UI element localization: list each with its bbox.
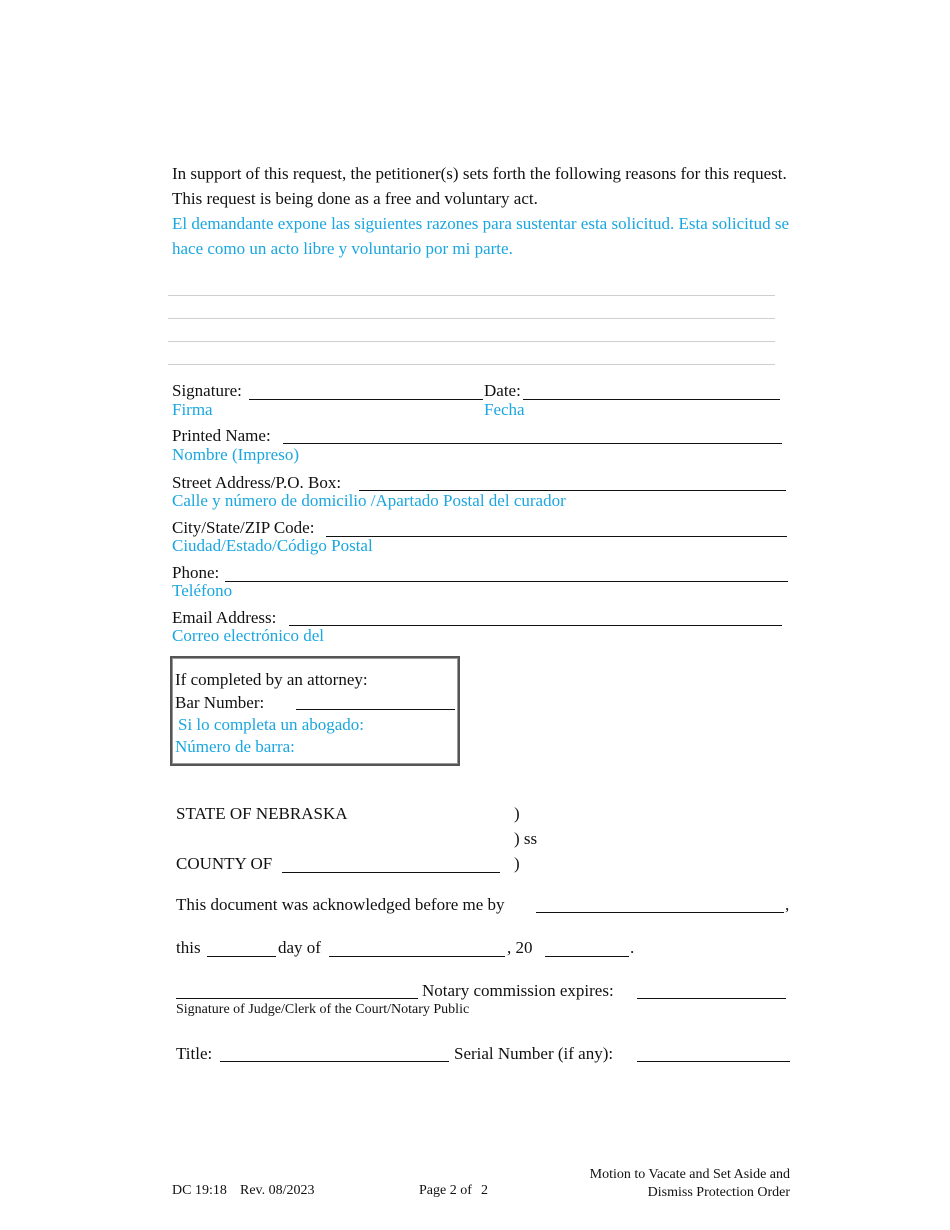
date-period: . [630, 938, 635, 957]
year-prefix: , 20 [507, 938, 533, 957]
signature-label-es: Firma [172, 400, 213, 419]
email-field[interactable] [289, 625, 782, 626]
footer-title-line-2: Dismiss Protection Order [647, 1185, 790, 1200]
commission-expires-field[interactable] [637, 998, 786, 999]
email-label-es: Correo electrónico del [172, 626, 324, 645]
date-field[interactable] [523, 399, 780, 400]
footer-title-line-1: Motion to Vacate and Set Aside and [589, 1167, 790, 1182]
notary-signature-field[interactable] [176, 998, 418, 999]
phone-label-es: Teléfono [172, 581, 233, 600]
bar-number-label-es: Número de barra: [175, 737, 295, 756]
reasons-line-1[interactable] [168, 295, 775, 296]
street-address-label-es: Calle y número de domicilio /Apartado Postal del curador [172, 491, 566, 510]
signature-field[interactable] [249, 399, 483, 400]
signature-caption: Signature of Judge/Clerk of the Court/Notary Public [176, 1002, 470, 1017]
state-of-nebraska: STATE OF NEBRASKA [176, 804, 348, 823]
paren-3: ) [514, 854, 520, 873]
bar-number-label: Bar Number: [175, 693, 265, 712]
form-id: DC 19:18 [172, 1183, 227, 1198]
day-of-label: day of [278, 938, 321, 957]
printed-name-label: Printed Name: [172, 426, 271, 445]
month-field[interactable] [329, 956, 505, 957]
serial-number-field[interactable] [637, 1061, 790, 1062]
page-total: 2 [481, 1183, 488, 1198]
city-state-zip-label-es: Ciudad/Estado/Código Postal [172, 536, 373, 555]
acknowledged-by-field[interactable] [536, 912, 784, 913]
attorney-heading: If completed by an attorney: [175, 670, 368, 689]
street-address-label: Street Address/P.O. Box: [172, 473, 342, 492]
date-label-es: Fecha [484, 400, 525, 419]
bar-number-field[interactable] [296, 709, 455, 710]
page-number: Page 2 of [419, 1183, 472, 1198]
reasons-line-3[interactable] [168, 341, 775, 342]
reasons-line-4[interactable] [168, 364, 775, 365]
printed-name-field[interactable] [283, 443, 782, 444]
signature-label: Signature: [172, 381, 242, 400]
serial-number-label: Serial Number (if any): [454, 1044, 614, 1063]
city-state-zip-label: City/State/ZIP Code: [172, 518, 315, 537]
title-field[interactable] [220, 1061, 449, 1062]
acknowledged-text: This document was acknowledged before me by [176, 895, 505, 914]
acknowledged-comma: , [785, 895, 790, 914]
notary-commission-label: Notary commission expires: [422, 981, 614, 1000]
reasons-line-2[interactable] [168, 318, 775, 319]
attorney-heading-es: Si lo completa un abogado: [178, 715, 365, 734]
intro-text-es: El demandante expone las siguientes razones para sustentar esta solicitud. Esta solicitud se hace como un acto libre y voluntario por mi parte. [172, 214, 790, 258]
date-label: Date: [484, 381, 521, 400]
printed-name-label-es: Nombre (Impreso) [172, 445, 299, 464]
title-label: Title: [176, 1044, 213, 1063]
this-label: this [176, 938, 201, 957]
email-label: Email Address: [172, 608, 277, 627]
year-field[interactable] [545, 956, 629, 957]
phone-label: Phone: [172, 563, 220, 582]
county-of-label: COUNTY OF [176, 854, 273, 873]
phone-field[interactable] [225, 581, 788, 582]
county-field[interactable] [282, 872, 500, 873]
intro-text-en: In support of this request, the petitioner(s) sets forth the following reasons for this request. This request is being done as a free and voluntary act. [172, 164, 787, 208]
city-state-zip-field[interactable] [326, 536, 787, 537]
paren-1: ) [514, 804, 520, 823]
ss-marker: ) ss [514, 829, 538, 848]
day-field[interactable] [207, 956, 276, 957]
revision-date: Rev. 08/2023 [240, 1183, 315, 1198]
